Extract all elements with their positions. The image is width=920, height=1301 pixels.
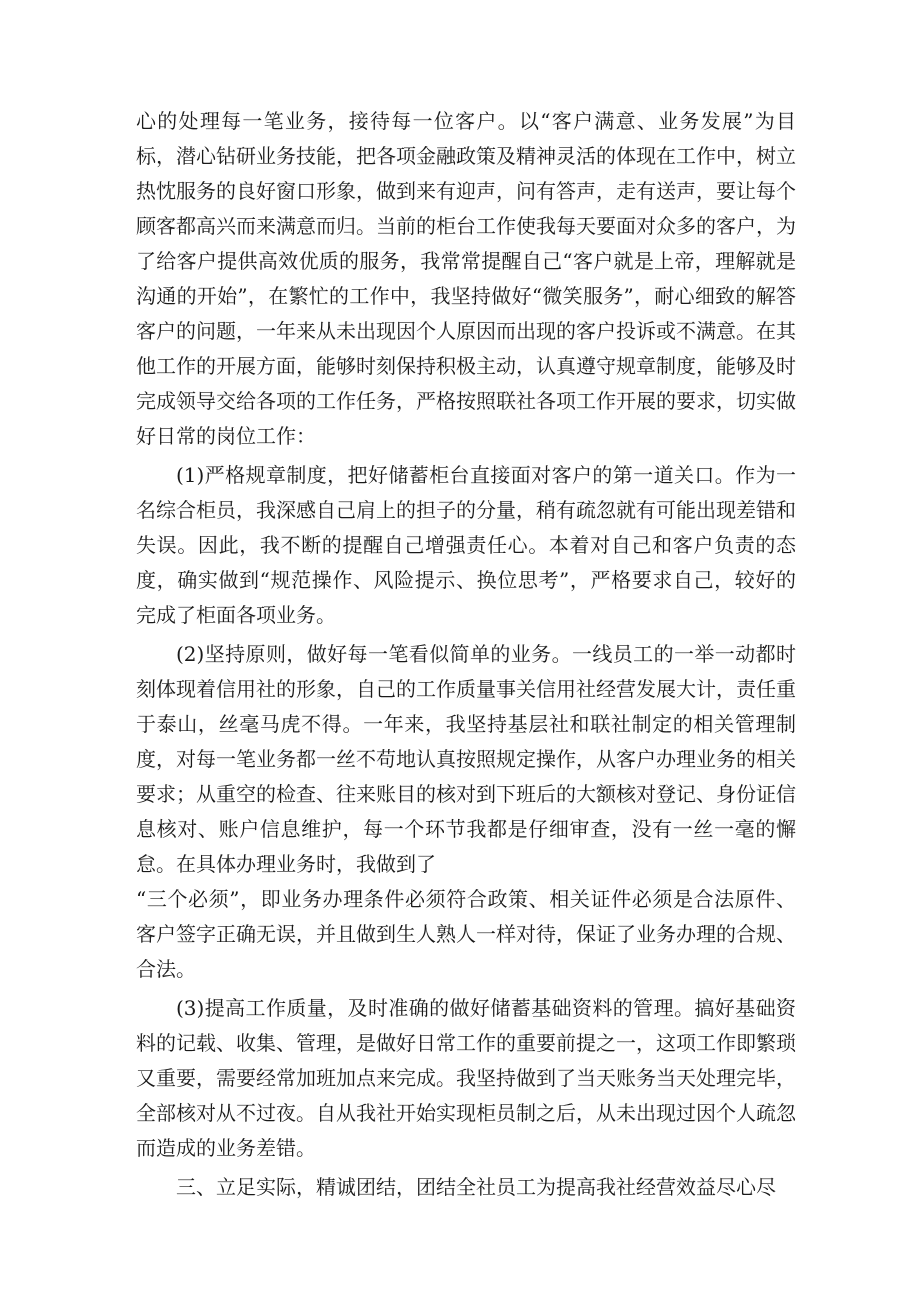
paragraph-3: (2)坚持原则，做好每一笔看似简单的业务。一线员工的一举一动都时刻体现着信用社的形象，自己的工作质量事关信用社经营发展大计，责任重于泰山，丝毫马虎不得。一年来，我坚持基层社和联社制定的相关管理制度，对每一笔业务都一丝不苟地认真按照规定操作，从客户办理业务的相关要求；从重空的检查、往来账目的核对到下班后的大额核对登记、身份证信息核对、账户信息维护，每一个环节我都是仔细审查，没有一丝一毫的懈怠。在具体办理业务时，我做到了 xyxy=(136,642,796,876)
paragraph-5: (3)提高工作质量，及时准确的做好储蓄基础资料的管理。搞好基础资料的记载、收集、管理，是做好日常工作的重要前提之一，这项工作即繁琐又重要，需要经常加班加点来完成。我坚持做到了当天账务当天处理完毕，全部核对从不过夜。自从我社开始实现柜员制之后，从未出现过因个人疏忽而造成的业务差错。 xyxy=(136,996,796,1160)
document-body xyxy=(136,104,796,1209)
paragraph-1: 心的处理每一笔业务，接待每一位客户。以“客户满意、业务发展”为目标，潜心钻研业务技能，把各项金融政策及精神灵活的体现在工作中，树立热忱服务的良好窗口形象，做到来有迎声，问有答声，走有送声，要让每个顾客都高兴而来满意而归。当前的柜台工作使我每天要面对众多的客户，为了给客户提供高效优质的服务，我常常提醒自己“客户就是上帝，理解就是沟通的开始”，在繁忙的工作中，我坚持做好“微笑服务”，耐心细致的解答客户的问题，一年来从未出现因个人原因而出现的客户投诉或不满意。在其他工作的开展方面，能够时刻保持积极主动，认真遵守规章制度，能够及时完成领导交给各项的工作任务，严格按照联社各项工作开展的要求，切实做好日常的岗位工作： xyxy=(136,109,796,448)
paragraph-4: “三个必须”，即业务办理条件必须符合政策、相关证件必须是合法原件、客户签字正确无误，并且做到生人熟人一样对待，保证了业务办理的合规、合法。 xyxy=(136,887,796,981)
paragraph-2: (1)严格规章制度，把好储蓄柜台直接面对客户的第一道关口。作为一名综合柜员，我深感自己肩上的担子的分量，稍有疏忽就有可能出现差错和失误。因此，我不断的提醒自己增强责任心。本着对自己和客户负责的态度，确实做到“规范操作、风险提示、换位思考”，严格要求自己，较好的完成了柜面各项业务。 xyxy=(136,463,796,627)
paragraph-6: 三、立足实际，精诚团结，团结全社员工为提高我社经营效益尽心尽 xyxy=(176,1175,776,1199)
